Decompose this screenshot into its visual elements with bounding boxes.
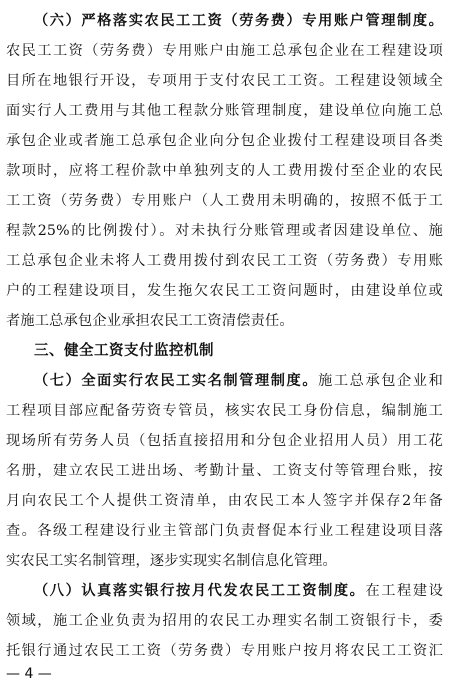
section-6-title: （六）严格落实农民工工资（劳务费）专用账户管理制度。 bbox=[34, 13, 443, 29]
section-6-line: 户的工程建设项目，发生拖欠农民工工资问题时，由建设单位或 bbox=[6, 283, 443, 299]
section-7-line: 实农民工实名制管理，逐步实现实名制信息化管理。 bbox=[6, 553, 337, 569]
section-7-title-rest: 施工总承包企业和 bbox=[318, 373, 443, 389]
section-7-line: 工程项目部应配备劳资专管员，核实农民工身份信息，编制施工 bbox=[6, 403, 443, 419]
section-8-line: 领域，施工企业负责为招用的农民工办理实名制工资银行卡，委 bbox=[6, 613, 443, 629]
section-7-line: 现场所有劳务人员（包括直接招用和分包企业招用人员）用工花 bbox=[6, 433, 443, 449]
section-6-line: 工总承包企业未将人工费用拨付到农民工工资（劳务费）专用账 bbox=[6, 253, 443, 269]
section-6-line: 款项时，应将工程价款中单独列支的人工费用拨付至企业的农民 bbox=[6, 163, 443, 179]
section-8-line: 托银行通过农民工工资（劳务费）专用账户按月将农民工工资汇 bbox=[6, 643, 443, 659]
page-number: — 4 — bbox=[6, 666, 52, 682]
section-6-line: 者施工总承包企业承担农民工工资清偿责任。 bbox=[6, 313, 294, 329]
section-6-line: 承包企业或者施工总承包企业向分包企业拨付工程建设项目各类 bbox=[6, 133, 443, 149]
section-7-title: （七）全面实行农民工实名制管理制度。 bbox=[34, 373, 319, 389]
section-7-first-line bbox=[6, 366, 443, 396]
section-heading: 三、健全工资支付监控机制 bbox=[34, 343, 214, 359]
section-6-line: 面实行人工费用与其他工程款分账管理制度，建设单位向施工总 bbox=[6, 103, 443, 119]
section-8-title-rest: 在工程建设 bbox=[365, 583, 443, 599]
section-8-title: （八）认真落实银行按月代发农民工工资制度。 bbox=[34, 583, 366, 599]
section-7-line: 查。各级工程建设行业主管部门负责督促本行业工程建设项目落 bbox=[6, 523, 443, 539]
section-7-line: 月向农民工个人提供工资清单，由农民工本人签字并保存2年备 bbox=[6, 493, 443, 509]
section-6-line: 目所在地银行开设，专项用于支付农民工工资。工程建设领域全 bbox=[6, 73, 443, 89]
section-7-line: 名册，建立农民工进出场、考勤计量、工资支付等管理台账，按 bbox=[6, 463, 443, 479]
section-6-line: 程款25%的比例拨付）。对未执行分账管理或者因建设单位、施 bbox=[6, 223, 443, 239]
section-6-line: 农民工工资（劳务费）专用账户由施工总承包企业在工程建设项 bbox=[6, 43, 443, 59]
section-6-line: 工工资（劳务费）专用账户（人工费用未明确的，按照不低于工 bbox=[6, 193, 443, 209]
section-8-first-line bbox=[6, 576, 443, 606]
